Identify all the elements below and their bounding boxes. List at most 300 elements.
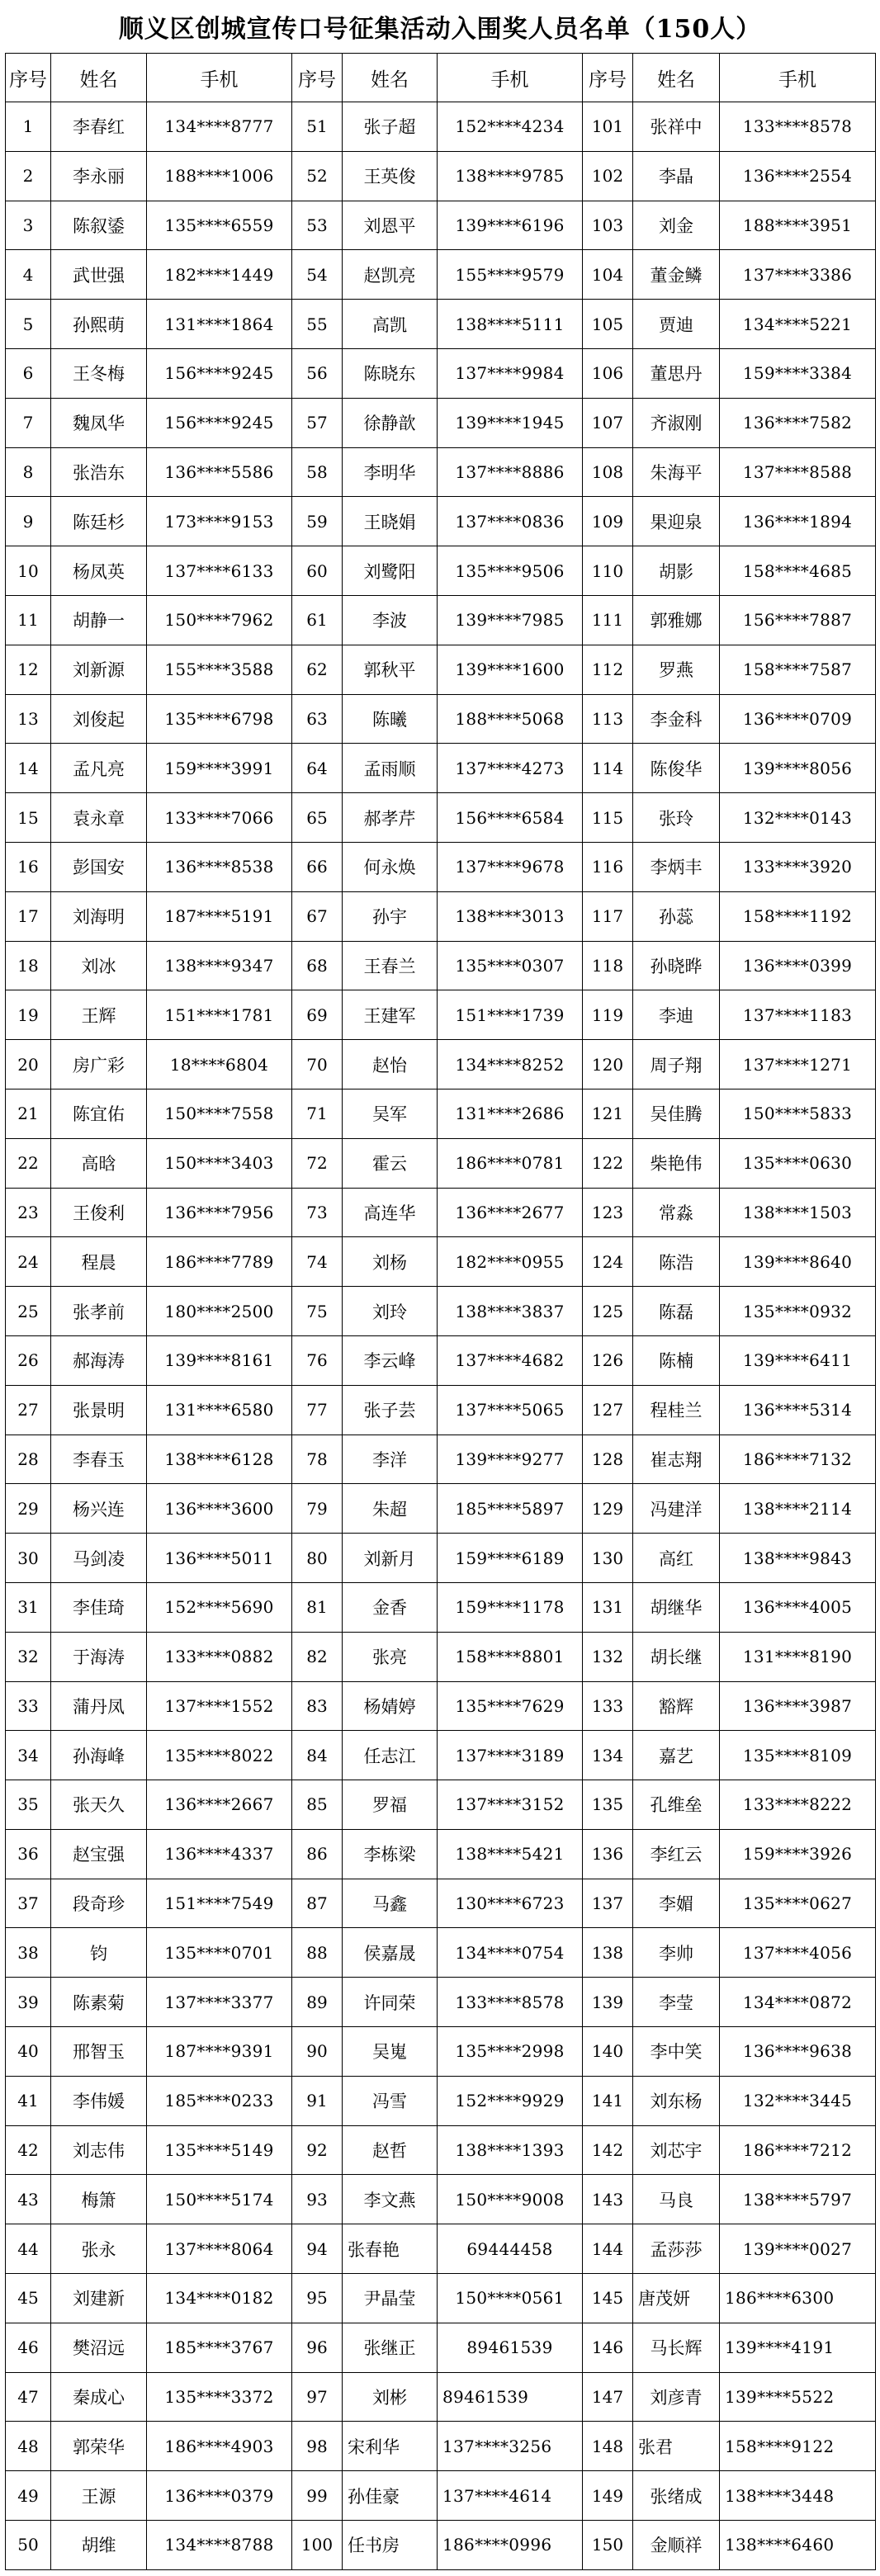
name-cell: 郝海涛 [51,1335,147,1385]
name-cell: 赵哲 [343,2125,438,2175]
seq-cell: 117 [583,891,633,941]
name-header: 姓名 [51,54,147,102]
name-cell: 赵宝强 [51,1829,147,1879]
seq-cell: 131 [583,1582,633,1632]
table-row [6,1188,876,1237]
phone-cell: 151****7549 [147,1879,292,1928]
seq-cell: 98 [292,2422,343,2471]
seq-cell: 11 [6,595,51,645]
name-cell: 刘建新 [51,2274,147,2323]
name-cell: 郭荣华 [51,2422,147,2471]
seq-cell: 59 [292,497,343,546]
phone-cell: 139****9277 [438,1435,583,1484]
phone-cell: 186****6300 [720,2274,876,2323]
table-row [6,348,876,398]
phone-cell: 136****2667 [147,1780,292,1830]
phone-cell: 135****8109 [720,1731,876,1780]
name-cell: 杨凤英 [51,546,147,596]
name-cell: 刘鹭阳 [343,546,438,596]
phone-cell: 131****2686 [438,1089,583,1138]
name-cell: 孟雨顺 [343,744,438,793]
seq-cell: 55 [292,300,343,349]
name-cell: 王俊利 [51,1188,147,1237]
seq-cell: 103 [583,201,633,250]
name-cell: 刘玲 [343,1287,438,1336]
phone-cell: 135****3372 [147,2372,292,2422]
seq-cell: 6 [6,348,51,398]
name-cell: 陈曦 [343,694,438,744]
phone-cell: 134****0872 [720,1978,876,2027]
seq-cell: 47 [6,2372,51,2422]
table-row [6,842,876,891]
phone-cell: 137****8588 [720,447,876,497]
name-cell: 李伟媛 [51,2076,147,2125]
name-cell: 房广彩 [51,1040,147,1089]
seq-cell: 23 [6,1188,51,1237]
seq-cell: 75 [292,1287,343,1336]
name-cell: 彭国安 [51,842,147,891]
name-cell: 陈廷杉 [51,497,147,546]
seq-cell: 107 [583,398,633,447]
name-cell: 刘新月 [343,1534,438,1583]
document-title: 顺义区创城宣传口号征集活动入围奖人员名单（150人） [118,15,762,44]
phone-cell: 133****8578 [438,1978,583,2027]
table-row [6,1534,876,1583]
phone-cell: 135****0630 [720,1138,876,1188]
name-cell: 张君 [633,2422,720,2471]
seq-cell: 20 [6,1040,51,1089]
winners-table [5,53,876,2570]
table-row [6,201,876,250]
name-cell: 朱海平 [633,447,720,497]
seq-cell: 48 [6,2422,51,2471]
name-cell: 李帅 [633,1928,720,1978]
name-cell: 董思丹 [633,348,720,398]
name-cell: 孟凡亮 [51,744,147,793]
name-cell: 李金科 [633,694,720,744]
phone-cell: 187****5191 [147,891,292,941]
seq-cell: 36 [6,1829,51,1879]
table-row [6,1582,876,1632]
seq-cell: 12 [6,645,51,694]
seq-cell: 125 [583,1287,633,1336]
phone-cell: 135****6798 [147,694,292,744]
seq-cell: 140 [583,2027,633,2077]
phone-cell: 135****2998 [438,2027,583,2077]
seq-cell: 105 [583,300,633,349]
seq-cell: 67 [292,891,343,941]
table-row [6,1484,876,1534]
table-row [6,546,876,596]
name-cell: 胡维 [51,2521,147,2570]
seq-cell: 60 [292,546,343,596]
seq-cell: 56 [292,348,343,398]
name-cell: 高晗 [51,1138,147,1188]
phone-cell: 134****8788 [147,2521,292,2570]
phone-cell: 139****1600 [438,645,583,694]
seq-cell: 53 [292,201,343,250]
name-cell: 武世强 [51,250,147,300]
name-cell: 李洋 [343,1435,438,1484]
seq-cell: 141 [583,2076,633,2125]
seq-cell: 13 [6,694,51,744]
name-cell: 刘芯宇 [633,2125,720,2175]
phone-cell: 152****4234 [438,102,583,152]
phone-cell: 134****0182 [147,2274,292,2323]
table-row [6,250,876,300]
seq-cell: 88 [292,1928,343,1978]
name-cell: 刘彬 [343,2372,438,2422]
table-row [6,1731,876,1780]
name-cell: 罗燕 [633,645,720,694]
name-cell: 王英俊 [343,151,438,201]
name-cell: 张继正 [343,2323,438,2372]
phone-cell: 134****0754 [438,1928,583,1978]
seq-cell: 57 [292,398,343,447]
seq-cell: 113 [583,694,633,744]
phone-cell: 18****6804 [147,1040,292,1089]
table-row [6,2372,876,2422]
seq-cell: 135 [583,1780,633,1830]
seq-cell: 146 [583,2323,633,2372]
name-cell: 刘杨 [343,1237,438,1287]
table-row [6,793,876,843]
phone-cell: 136****5314 [720,1385,876,1435]
seq-cell: 106 [583,348,633,398]
name-cell: 张浩东 [51,447,147,497]
table-row [6,497,876,546]
name-cell: 任志江 [343,1731,438,1780]
name-cell: 李迪 [633,990,720,1040]
table-row [6,2274,876,2323]
seq-cell: 66 [292,842,343,891]
seq-cell: 38 [6,1928,51,1978]
phone-header: 手机 [147,54,292,102]
name-cell: 刘冰 [51,941,147,990]
phone-cell: 150****5833 [720,1089,876,1138]
table-row [6,990,876,1040]
phone-cell: 137****3152 [438,1780,583,1830]
name-cell: 刘东杨 [633,2076,720,2125]
phone-cell: 134****8252 [438,1040,583,1089]
table-row [6,1385,876,1435]
phone-cell: 137****1271 [720,1040,876,1089]
seq-cell: 100 [292,2521,343,2570]
name-cell: 张永 [51,2224,147,2274]
phone-cell: 188****5068 [438,694,583,744]
name-cell: 王建军 [343,990,438,1040]
seq-cell: 124 [583,1237,633,1287]
phone-cell: 159****3926 [720,1829,876,1879]
seq-cell: 108 [583,447,633,497]
name-cell: 吴佳腾 [633,1089,720,1138]
name-header: 姓名 [343,54,438,102]
name-cell: 胡静一 [51,595,147,645]
phone-cell: 135****7629 [438,1681,583,1731]
seq-cell: 84 [292,1731,343,1780]
name-cell: 齐淑刚 [633,398,720,447]
name-cell: 张子超 [343,102,438,152]
table-row [6,1879,876,1928]
name-cell: 李佳琦 [51,1582,147,1632]
seq-cell: 40 [6,2027,51,2077]
phone-cell: 137****8064 [147,2224,292,2274]
phone-cell: 185****3767 [147,2323,292,2372]
name-cell: 何永焕 [343,842,438,891]
phone-cell: 135****5149 [147,2125,292,2175]
name-cell: 霍云 [343,1138,438,1188]
table-row [6,2076,876,2125]
phone-cell: 188****1006 [147,151,292,201]
table-row [6,2323,876,2372]
phone-cell: 89461539 [438,2372,583,2422]
name-cell: 陈俊华 [633,744,720,793]
phone-cell: 186****7132 [720,1435,876,1484]
seq-cell: 138 [583,1928,633,1978]
name-cell: 赵怡 [343,1040,438,1089]
seq-cell: 43 [6,2175,51,2224]
phone-cell: 185****0233 [147,2076,292,2125]
phone-cell: 159****3384 [720,348,876,398]
phone-cell: 150****7962 [147,595,292,645]
seq-cell: 28 [6,1435,51,1484]
seq-cell: 110 [583,546,633,596]
name-cell: 柴艳伟 [633,1138,720,1188]
seq-cell: 22 [6,1138,51,1188]
phone-cell: 137****9984 [438,348,583,398]
phone-cell: 137****3386 [720,250,876,300]
table-row [6,1435,876,1484]
table-row [6,2224,876,2274]
phone-cell: 188****3951 [720,201,876,250]
name-header: 姓名 [633,54,720,102]
seq-cell: 136 [583,1829,633,1879]
name-cell: 高连华 [343,1188,438,1237]
name-cell: 张孝前 [51,1287,147,1336]
phone-cell: 138****3448 [720,2471,876,2521]
seq-cell: 16 [6,842,51,891]
name-cell: 李晶 [633,151,720,201]
seq-cell: 44 [6,2224,51,2274]
phone-cell: 150****5174 [147,2175,292,2224]
name-cell: 高红 [633,1534,720,1583]
phone-cell: 137****4056 [720,1928,876,1978]
seq-cell: 52 [292,151,343,201]
phone-cell: 137****8886 [438,447,583,497]
phone-cell: 138****9347 [147,941,292,990]
seq-cell: 101 [583,102,633,152]
phone-header: 手机 [438,54,583,102]
phone-cell: 139****0027 [720,2224,876,2274]
phone-cell: 137****5065 [438,1385,583,1435]
name-cell: 刘志伟 [51,2125,147,2175]
name-cell: 嘉艺 [633,1731,720,1780]
name-cell: 高凯 [343,300,438,349]
seq-cell: 91 [292,2076,343,2125]
seq-cell: 104 [583,250,633,300]
seq-cell: 144 [583,2224,633,2274]
name-cell: 孙晓晔 [633,941,720,990]
name-cell: 周子翔 [633,1040,720,1089]
table-row [6,447,876,497]
seq-cell: 128 [583,1435,633,1484]
seq-cell: 126 [583,1335,633,1385]
name-cell: 郭雅娜 [633,595,720,645]
table-row [6,595,876,645]
phone-cell: 138****2114 [720,1484,876,1534]
seq-cell: 31 [6,1582,51,1632]
name-cell: 魏凤华 [51,398,147,447]
seq-cell: 82 [292,1632,343,1681]
seq-cell: 63 [292,694,343,744]
phone-cell: 156****9245 [147,398,292,447]
name-cell: 吴军 [343,1089,438,1138]
seq-cell: 119 [583,990,633,1040]
seq-cell: 74 [292,1237,343,1287]
name-cell: 冯雪 [343,2076,438,2125]
phone-cell: 139****6411 [720,1335,876,1385]
phone-cell: 138****3837 [438,1287,583,1336]
table-row [6,694,876,744]
phone-cell: 155****9579 [438,250,583,300]
name-cell: 罗福 [343,1780,438,1830]
seq-cell: 64 [292,744,343,793]
phone-cell: 131****8190 [720,1632,876,1681]
seq-cell: 61 [292,595,343,645]
seq-cell: 17 [6,891,51,941]
name-cell: 李莹 [633,1978,720,2027]
seq-cell: 150 [583,2521,633,2570]
phone-cell: 137****0836 [438,497,583,546]
phone-cell: 131****6580 [147,1385,292,1435]
name-cell: 李红云 [633,1829,720,1879]
phone-cell: 89461539 [438,2323,583,2372]
seq-cell: 102 [583,151,633,201]
seq-cell: 45 [6,2274,51,2323]
seq-cell: 92 [292,2125,343,2175]
name-cell: 许同荣 [343,1978,438,2027]
phone-cell: 151****1739 [438,990,583,1040]
table-row [6,744,876,793]
table-row [6,645,876,694]
seq-cell: 21 [6,1089,51,1138]
phone-cell: 135****9506 [438,546,583,596]
table-row [6,1138,876,1188]
name-cell: 王源 [51,2471,147,2521]
seq-cell: 39 [6,1978,51,2027]
phone-cell: 186****0781 [438,1138,583,1188]
seq-cell: 80 [292,1534,343,1583]
seq-cell: 130 [583,1534,633,1583]
table-row [6,102,876,152]
phone-cell: 158****7587 [720,645,876,694]
name-cell: 程晨 [51,1237,147,1287]
table-row [6,151,876,201]
seq-cell: 115 [583,793,633,843]
seq-cell: 118 [583,941,633,990]
seq-cell: 95 [292,2274,343,2323]
name-cell: 李春红 [51,102,147,152]
seq-cell: 120 [583,1040,633,1089]
seq-cell: 89 [292,1978,343,2027]
name-cell: 李栋梁 [343,1829,438,1879]
phone-cell: 138****3013 [438,891,583,941]
name-cell: 果迎泉 [633,497,720,546]
name-cell: 王冬梅 [51,348,147,398]
phone-cell: 135****6559 [147,201,292,250]
table-row [6,1287,876,1336]
name-cell: 袁永章 [51,793,147,843]
name-cell: 李春玉 [51,1435,147,1484]
table-row [6,941,876,990]
phone-cell: 173****9153 [147,497,292,546]
table-row [6,1978,876,2027]
name-cell: 陈叙鋈 [51,201,147,250]
name-cell: 刘彦青 [633,2372,720,2422]
name-cell: 孙熙萌 [51,300,147,349]
phone-cell: 136****5011 [147,1534,292,1583]
seq-cell: 26 [6,1335,51,1385]
seq-cell: 96 [292,2323,343,2372]
name-cell: 孙海峰 [51,1731,147,1780]
phone-cell: 150****3403 [147,1138,292,1188]
phone-cell: 180****2500 [147,1287,292,1336]
table-row [6,1237,876,1287]
phone-cell: 138****1393 [438,2125,583,2175]
table-row [6,2027,876,2077]
seq-cell: 109 [583,497,633,546]
name-cell: 张天久 [51,1780,147,1830]
phone-cell: 138****6460 [720,2521,876,2570]
name-cell: 陈磊 [633,1287,720,1336]
name-cell: 樊沼远 [51,2323,147,2372]
seq-cell: 9 [6,497,51,546]
name-cell: 李文燕 [343,2175,438,2224]
seq-cell: 14 [6,744,51,793]
name-cell: 孙蕊 [633,891,720,941]
name-cell: 李炳丰 [633,842,720,891]
name-cell: 唐茂妍 [633,2274,720,2323]
name-cell: 于海涛 [51,1632,147,1681]
seq-cell: 49 [6,2471,51,2521]
name-cell: 陈晓东 [343,348,438,398]
seq-cell: 83 [292,1681,343,1731]
table-row [6,2521,876,2570]
seq-cell: 7 [6,398,51,447]
seq-cell: 3 [6,201,51,250]
table-row [6,1040,876,1089]
phone-cell: 150****0561 [438,2274,583,2323]
phone-cell: 133****8222 [720,1780,876,1830]
name-cell: 孙宇 [343,891,438,941]
seq-cell: 65 [292,793,343,843]
seq-cell: 58 [292,447,343,497]
name-cell: 刘金 [633,201,720,250]
name-cell: 赵凯亮 [343,250,438,300]
phone-cell: 138****5797 [720,2175,876,2224]
phone-cell: 137****3189 [438,1731,583,1780]
phone-cell: 133****0882 [147,1632,292,1681]
seq-cell: 112 [583,645,633,694]
name-cell: 陈楠 [633,1335,720,1385]
phone-cell: 158****1192 [720,891,876,941]
seq-cell: 35 [6,1780,51,1830]
phone-cell: 137****1552 [147,1681,292,1731]
seq-cell: 46 [6,2323,51,2372]
table-row [6,2422,876,2471]
phone-cell: 159****3991 [147,744,292,793]
phone-cell: 138****6128 [147,1435,292,1484]
